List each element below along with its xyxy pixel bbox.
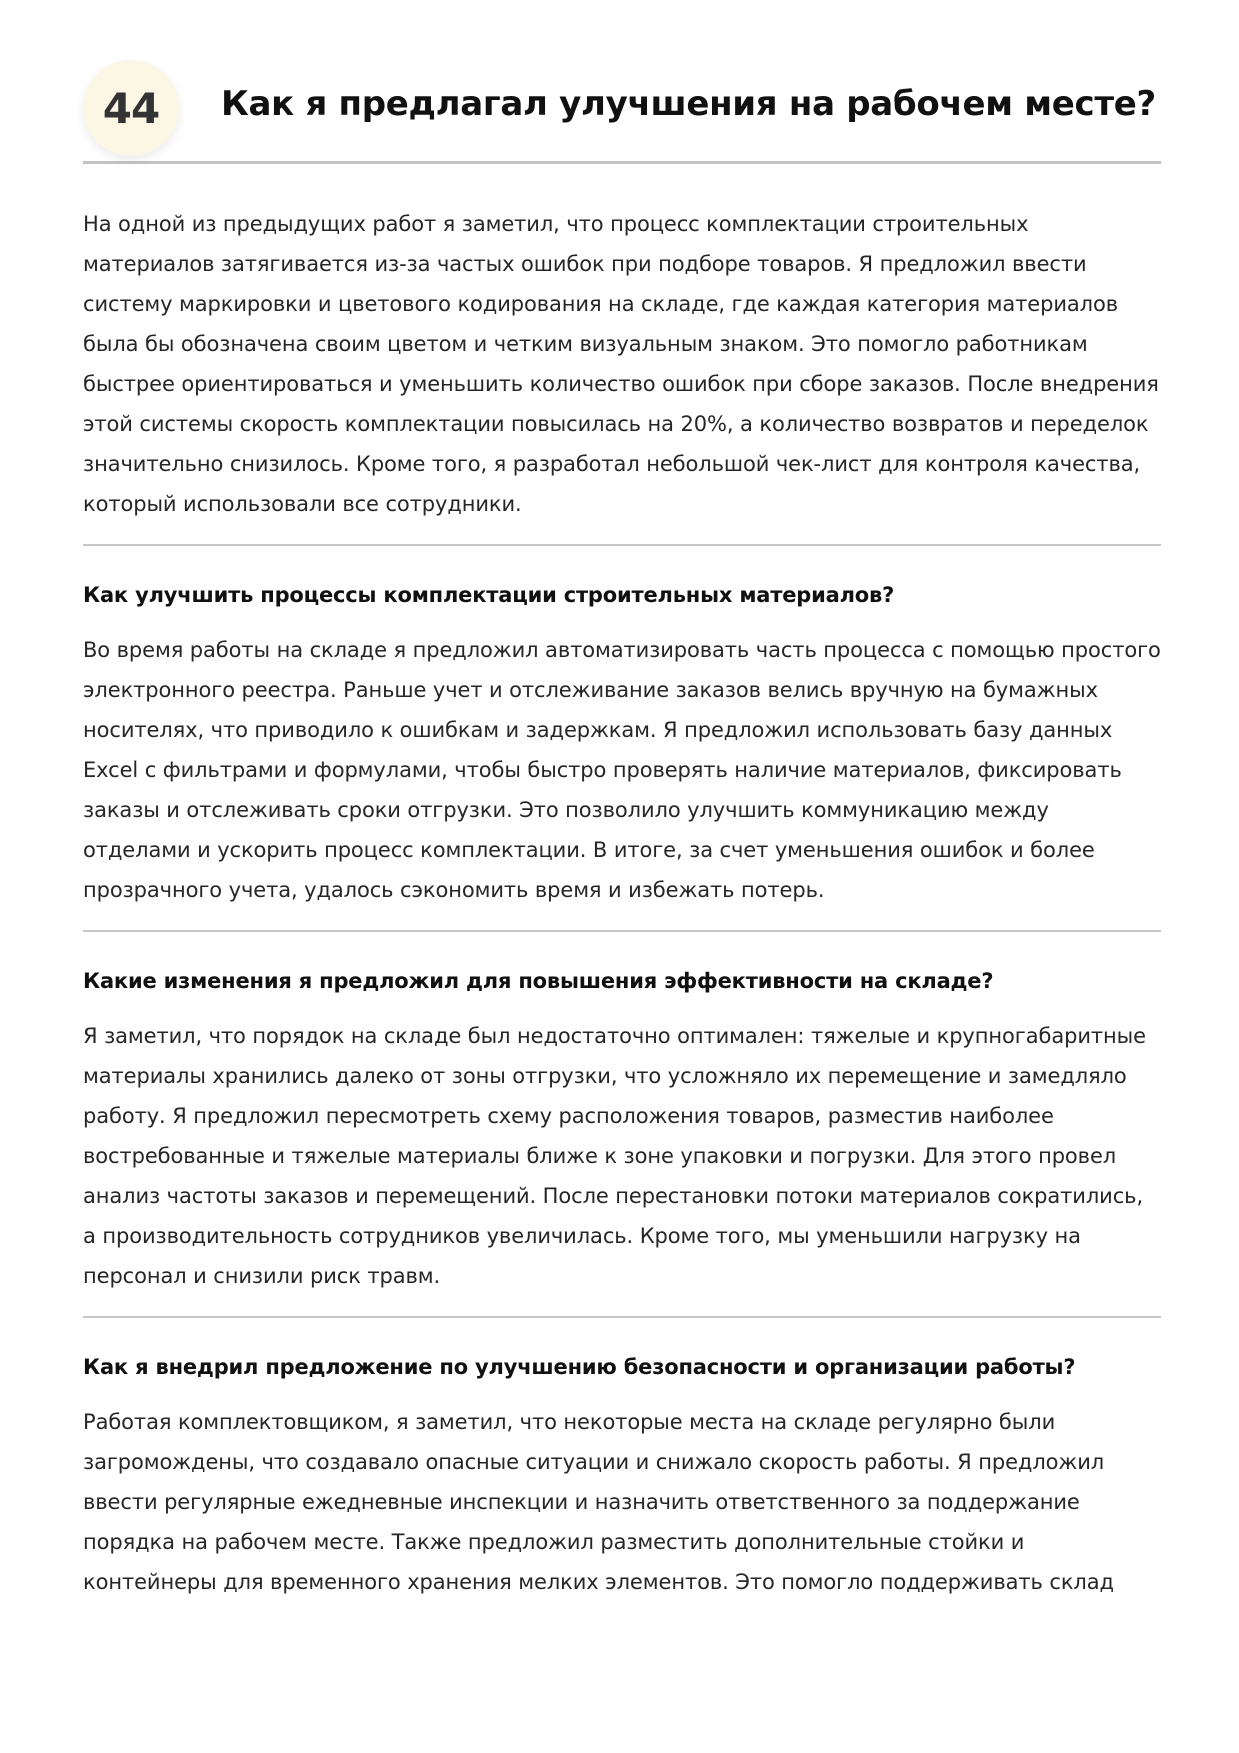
question-number: 44 xyxy=(102,83,160,133)
page-header xyxy=(83,0,1161,164)
section-answer: Я заметил, что порядок на складе был недостаточно оптимален: тяжелые и крупногабаритные материалы хранились далеко от зоны отгрузки, что усложняло их перемещение и замедляло работу. Я предложил пересмотреть схему расположения товаров, разместив наиболее востребованные и тяжелые материалы ближе к зоне упаковки и погрузки. Для этого провел анализ частоты заказов и перемещений. После перестановки потоки материалов сократились, а производительность сотрудников увеличилась. Кроме того, мы уменьшили нагрузку на персонал и снизили риск травм. xyxy=(83,1024,1146,1288)
intro-section xyxy=(83,164,1161,546)
qa-section xyxy=(83,546,1161,932)
section-answer: Работая комплектовщиком, я заметил, что некоторые места на складе регулярно были загромождены, что создавало опасные ситуации и снижало скорость работы. Я предложил ввести регулярные ежедневные инспекции и назначить ответственного за поддержание порядка на рабочем месте. Также предложил разместить дополнительные стойки и контейнеры для временного хранения мелких элементов. Это помогло поддерживать склад xyxy=(83,1410,1114,1594)
section-question: Как я внедрил предложение по улучшению безопасности и организации работы? xyxy=(83,1355,1076,1379)
qa-section xyxy=(83,932,1161,1318)
page-title: Как я предлагал улучшения на рабочем месте? xyxy=(221,84,1156,124)
document-page xyxy=(83,0,1161,1622)
section-question: Какие изменения я предложил для повышения эффективности на складе? xyxy=(83,969,994,993)
question-number-badge xyxy=(83,60,179,156)
section-question: Как улучшить процессы комплектации строительных материалов? xyxy=(83,583,895,607)
section-answer: Во время работы на складе я предложил автоматизировать часть процесса с помощью простого электронного реестра. Раньше учет и отслеживание заказов велись вручную на бумажных носителях, что приводило к ошибкам и задержкам. Я предложил использовать базу данных Excel с фильтрами и формулами, чтобы быстро проверять наличие материалов, фиксировать заказы и отслеживать сроки отгрузки. Это позволило улучшить коммуникацию между отделами и ускорить процесс комплектации. В итоге, за счет уменьшения ошибок и более прозрачного учета, удалось сэкономить время и избежать потерь. xyxy=(83,638,1161,902)
qa-section xyxy=(83,1318,1161,1622)
intro-paragraph: На одной из предыдущих работ я заметил, что процесс комплектации строительных материалов затягивается из-за частых ошибок при подборе товаров. Я предложил ввести систему маркировки и цветового кодирования на складе, где каждая категория материалов была бы обозначена своим цветом и четким визуальным знаком. Это помогло работникам быстрее ориентироваться и уменьшить количество ошибок при сборе заказов. После внедрения этой системы скорость комплектации повысилась на 20%, а количество возвратов и переделок значительно снизилось. Кроме того, я разработал небольшой чек-лист для контроля качества, который использовали все сотрудники. xyxy=(83,212,1159,516)
